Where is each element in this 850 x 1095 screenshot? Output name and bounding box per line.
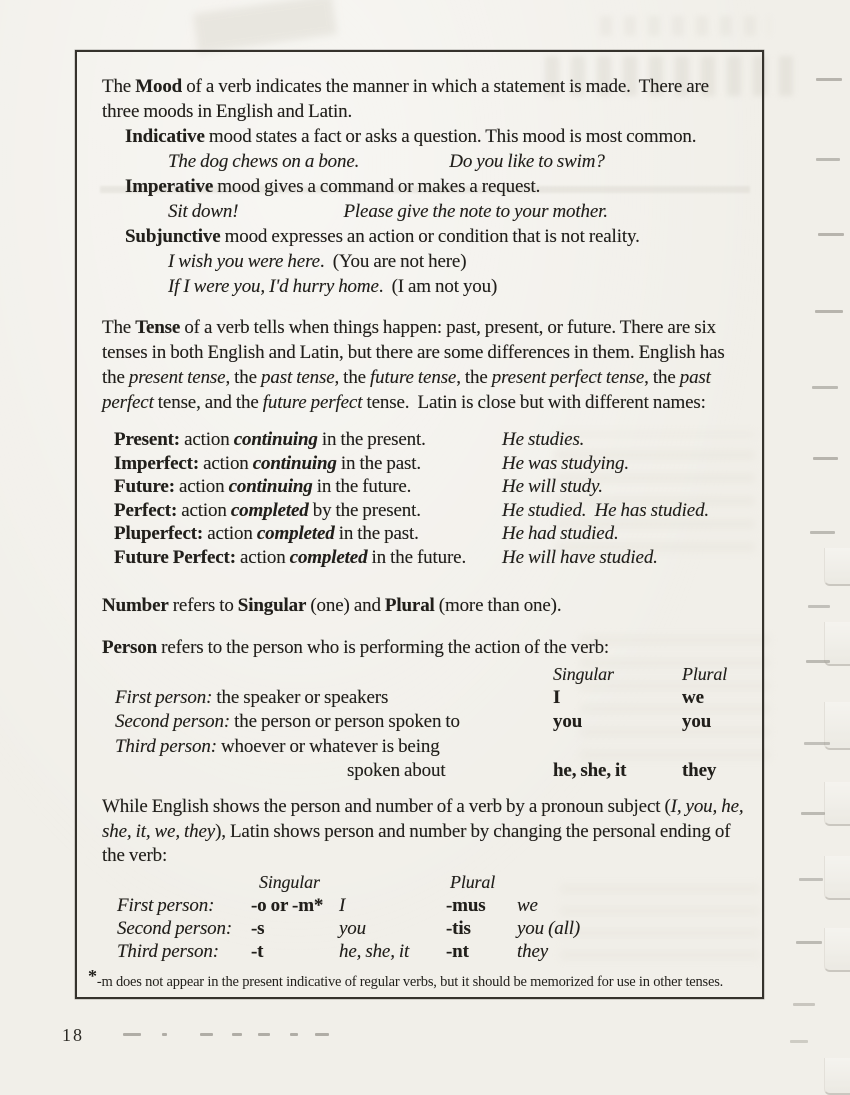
- footnote: [88, 966, 750, 992]
- mood-intro-paragraph: The Mood of a verb indicates the manner in which a statement is made. There are three moods in English and Latin.: [102, 76, 714, 122]
- footnote-asterisk: *: [88, 965, 97, 986]
- footer-fade-mark: [258, 1033, 270, 1036]
- imperative-examples: [168, 199, 750, 224]
- indicative-mood-line: Indicative mood states a fact or asks a question. This mood is most common.: [125, 126, 697, 147]
- tense-description: Future: action continuing in the future.: [114, 476, 412, 497]
- endings-intro-paragraph: While English shows the person and number of a verb by a pronoun subject (I, you, he, she, it, we, they), Latin shows person and number by changing the personal ending of the verb:: [102, 796, 748, 867]
- person-row: [102, 710, 750, 734]
- person-plural-value: [682, 735, 750, 759]
- tense-description: Perfect: action completed by the present.: [114, 499, 421, 521]
- tense-description: Imperfect: action continuing in the past.: [114, 452, 421, 474]
- page-edge-tab: [824, 548, 850, 586]
- person-singular-value: you: [553, 711, 583, 733]
- bleed-through-smudge: [193, 0, 337, 54]
- singular-ending: -o or -m*: [251, 894, 324, 916]
- personal-endings-table: [102, 870, 750, 964]
- person-description: Third person: whoever or whatever is being: [115, 735, 440, 757]
- imperative-mood-line: Imperative mood gives a command or makes a request.: [125, 176, 541, 197]
- footer-fade-mark: [232, 1033, 242, 1036]
- footer-fade-mark: [315, 1033, 329, 1036]
- column-header-singular: Singular: [259, 871, 320, 892]
- singular-pronoun: he, she, it: [339, 941, 410, 963]
- person-row: [102, 735, 750, 759]
- scan-edge-mark: [818, 233, 844, 236]
- person-plural-value: they: [682, 759, 717, 781]
- header-spacer: [117, 870, 251, 894]
- tense-list: [114, 428, 750, 569]
- plural-pronoun: they: [517, 941, 549, 963]
- plural-pronoun: you (all): [517, 917, 581, 939]
- tense-row: [114, 499, 750, 523]
- plural-ending: -mus: [446, 894, 486, 916]
- person-description: First person: the speaker or speakers: [115, 687, 389, 708]
- plural-pronoun: we: [517, 894, 538, 916]
- tense-row: [114, 546, 750, 570]
- scan-edge-mark: [808, 605, 830, 608]
- example-sentence: Please give the note to your mother.: [343, 201, 608, 222]
- tense-intro-paragraph: The Tense of a verb tells when things happen: past, present, or future. There are six tenses in both English and Latin, but there are some differences in them. English has the present tense, the past tense, the future tense, the present perfect tense, the past perfect tense, and the future perfect tense. Latin is close but with different names:: [102, 317, 729, 413]
- person-singular-value: [553, 735, 682, 759]
- tense-description: Future Perfect: action completed in the future.: [114, 546, 467, 568]
- tense-row: [114, 475, 750, 499]
- person-row: [102, 759, 750, 783]
- tense-example: He will study.: [502, 476, 603, 497]
- person-row: [102, 686, 750, 710]
- page-number: 18: [62, 1025, 84, 1045]
- scan-edge-mark: [799, 878, 823, 881]
- example-sentence: The dog chews on a bone.: [168, 151, 360, 172]
- tense-description: Present: action continuing in the present.: [114, 429, 426, 450]
- person-label: Second person:: [117, 917, 233, 939]
- person-header-row: [102, 662, 750, 686]
- page-edge-tab: [824, 928, 850, 972]
- lesson-content-frame: [75, 50, 764, 999]
- page-edge-tab: [824, 1058, 850, 1095]
- footer-fade-mark: [290, 1033, 298, 1036]
- person-plural-value: you: [682, 711, 712, 733]
- tense-example: He studies.: [502, 429, 585, 450]
- plural-ending: -nt: [446, 941, 469, 963]
- person-label: First person:: [117, 894, 215, 916]
- tense-example: He will have studied.: [502, 546, 658, 568]
- footer-fade-mark: [200, 1033, 213, 1036]
- scan-edge-mark: [810, 531, 835, 534]
- singular-pronoun: I: [339, 894, 346, 916]
- tense-example: He was studying.: [502, 452, 629, 474]
- column-header-plural: Plural: [682, 664, 728, 684]
- person-table: [102, 662, 750, 783]
- person-plural-value: we: [682, 687, 704, 708]
- scan-edge-mark: [801, 812, 825, 815]
- scan-edge-mark: [790, 1040, 808, 1043]
- endings-row: [117, 940, 750, 963]
- tense-description: Pluperfect: action completed in the past.: [114, 523, 419, 544]
- header-spacer: [115, 662, 553, 686]
- footer-fade-mark: [162, 1033, 167, 1036]
- scan-edge-mark: [813, 457, 838, 460]
- subjunctive-example: I wish you were here. (You are not here): [168, 251, 467, 272]
- scan-edge-mark: [816, 78, 842, 81]
- footer-fade-mark: [123, 1033, 141, 1036]
- plural-ending: -tis: [446, 917, 471, 939]
- tense-row: [114, 428, 750, 452]
- footnote-text: -m does not appear in the present indicative of regular verbs, but it should be memorized for use in other tenses.: [96, 973, 724, 990]
- endings-row: [117, 917, 750, 940]
- scan-edge-mark: [793, 1003, 815, 1006]
- endings-row: [117, 894, 750, 917]
- number-statement: Number refers to Singular (one) and Plural (more than one).: [102, 595, 562, 616]
- singular-ending: -t: [251, 941, 264, 963]
- scan-edge-mark: [806, 660, 830, 663]
- scan-edge-mark: [796, 941, 822, 944]
- indicative-examples: [168, 149, 750, 174]
- scan-edge-mark: [815, 310, 843, 313]
- person-description: spoken about: [347, 759, 446, 781]
- person-label: Third person:: [117, 941, 219, 963]
- scan-edge-mark: [816, 158, 840, 161]
- singular-ending: -s: [251, 917, 265, 939]
- scan-edge-mark: [812, 386, 838, 389]
- person-intro-paragraph: Person refers to the person who is performing the action of the verb:: [102, 637, 610, 658]
- tense-example: He had studied.: [502, 523, 619, 544]
- page-edge-tab: [824, 782, 850, 826]
- scan-edge-mark: [804, 742, 830, 745]
- example-sentence: Sit down!: [168, 201, 239, 222]
- page-edge-tab: [824, 856, 850, 900]
- tense-row: [114, 452, 750, 476]
- column-header-plural: Plural: [450, 871, 496, 892]
- endings-header-row: [117, 870, 750, 894]
- column-header-singular: Singular: [553, 664, 614, 684]
- subjunctive-example: If I were you, I'd hurry home. (I am not you): [168, 276, 498, 297]
- person-singular-value: he, she, it: [553, 759, 627, 781]
- tense-row: [114, 522, 750, 546]
- subjunctive-mood-line: Subjunctive mood expresses an action or condition that is not reality.: [125, 226, 640, 247]
- person-description: Second person: the person or person spoken to: [115, 711, 460, 733]
- tense-example: He studied. He has studied.: [502, 499, 710, 521]
- person-singular-value: I: [553, 687, 561, 708]
- singular-pronoun: you: [339, 917, 366, 939]
- example-sentence: Do you like to swim?: [449, 151, 605, 172]
- bleed-through-ghost-text: [600, 16, 770, 36]
